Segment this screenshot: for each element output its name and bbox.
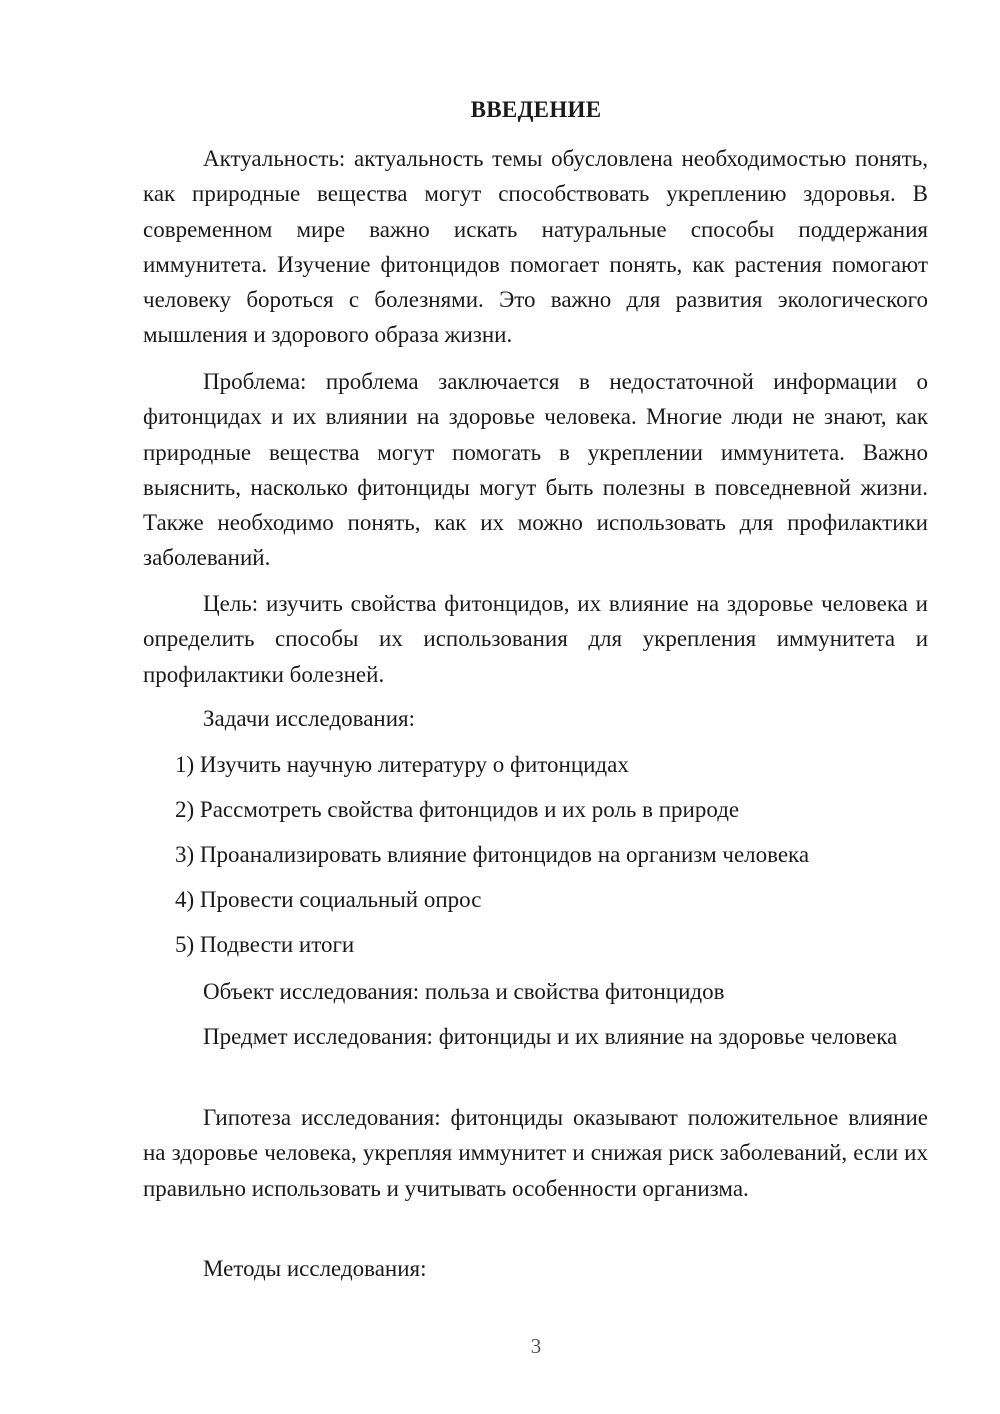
task-item-5: 5) Подвести итоги xyxy=(175,932,355,957)
page-number: 3 xyxy=(530,1334,542,1358)
goal-paragraph: Цель: изучить свойства фитонцидов, их влияние на здоровье человека и определить способы их использования для укрепления иммунитета и профилактики болезней. xyxy=(143,591,928,687)
problem-paragraph: Проблема: проблема заключается в недостаточной информации о фитонцидах и их влиянии на здоровье человека. Многие люди не знают, как природные вещества могут помогать в укреплении иммунитета. Важно выяснить, насколько фитонциды могут быть полезны в повседневной жизни. Также необходимо понять, как их можно использовать для профилактики заболеваний. xyxy=(143,369,928,571)
tasks-heading: Задачи исследования: xyxy=(203,706,416,731)
task-item-2: 2) Рассмотреть свойства фитонцидов и их роль в природе xyxy=(175,797,740,822)
object-paragraph: Объект исследования: польза и свойства фитонцидов xyxy=(203,979,725,1004)
methods-heading: Методы исследования: xyxy=(203,1256,427,1281)
page-title: ВВЕДЕНИЕ xyxy=(470,97,602,122)
relevance-paragraph: Актуальность: актуальность темы обусловлена необходимостью понять, как природные вещества могут способствовать укреплению здоровья. В современном мире важно искать натуральные способы поддержания иммунитета. Изучение фитонцидов помогает понять, как растения помогают человеку бороться с болезнями. Это важно для развития экологического мышления и здорового образа жизни. xyxy=(143,146,928,348)
task-item-1: 1) Изучить научную литературу о фитонцидах xyxy=(175,752,629,777)
task-item-4: 4) Провести социальный опрос xyxy=(175,887,482,912)
task-item-3: 3) Проанализировать влияние фитонцидов на организм человека xyxy=(175,842,810,867)
hypothesis-paragraph: Гипотеза исследования: фитонциды оказывают положительное влияние на здоровье человека, укрепляя иммунитет и снижая риск заболеваний, если их правильно использовать и учитывать особенности организма. xyxy=(143,1105,928,1201)
subject-paragraph: Предмет исследования: фитонциды и их влияние на здоровье человека xyxy=(203,1024,898,1049)
